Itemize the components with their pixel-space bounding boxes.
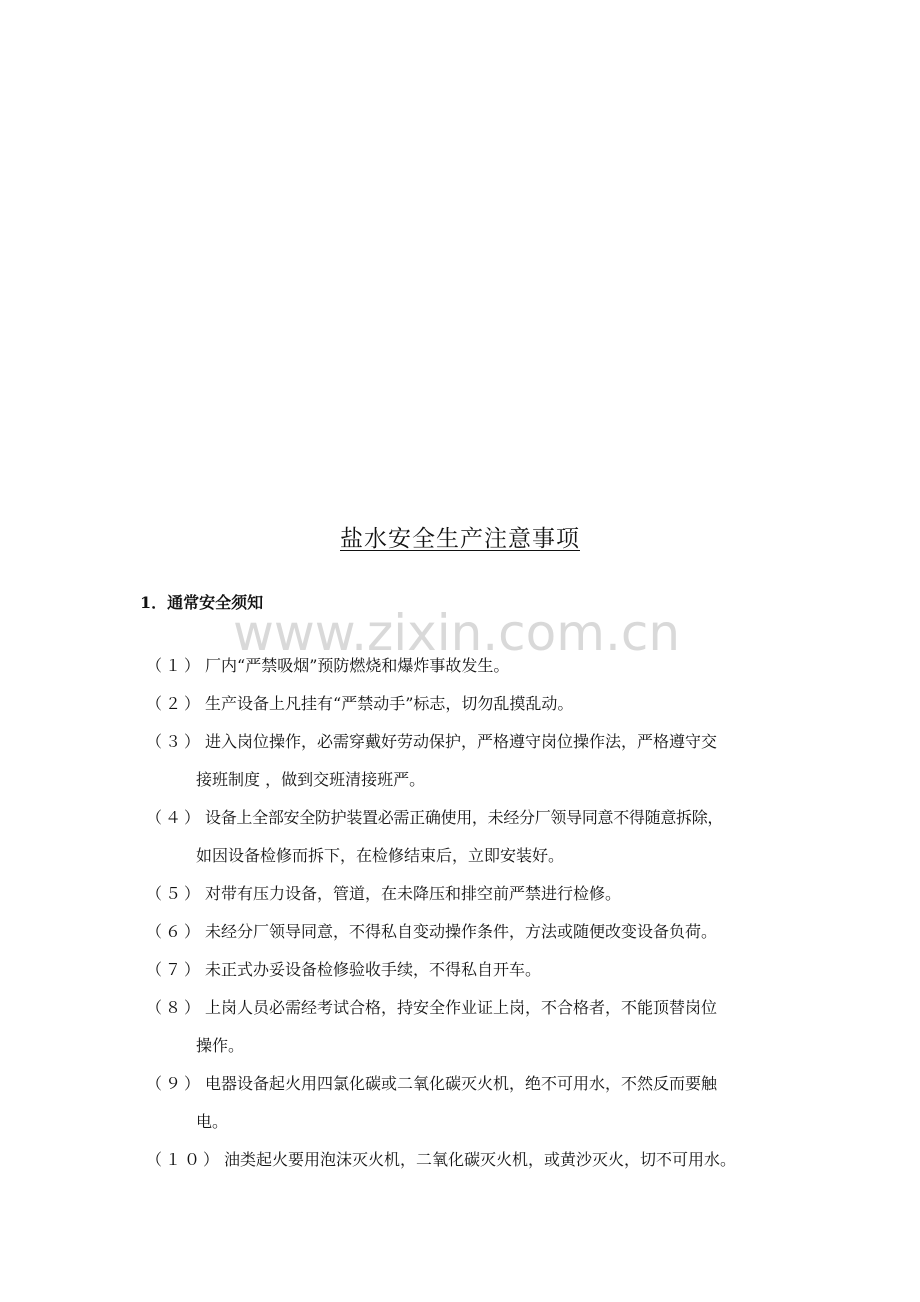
rule-line: 生产设备上凡挂有“严禁动手”标志，切勿乱摸乱动。 [205, 694, 574, 713]
rule-line: 上岗人员必需经考试合格，持安全作业证上岗，不合格者，不能顶替岗位 [205, 998, 718, 1017]
rule-line: 未经分厂领导同意，不得私自变动操作条件，方法或随便改变设备负荷。 [205, 922, 718, 941]
rule-number: （２） [146, 694, 204, 713]
rule-text [205, 951, 796, 989]
rule-number: （５） [146, 884, 204, 903]
rule-item-4 [146, 799, 796, 875]
rule-number: （７） [146, 960, 204, 979]
rule-number: （１） [146, 656, 204, 675]
rule-line: 油类起火要用泡沫灭火机，二氧化碳灭火机，或黄沙灭火，切不可用水。 [224, 1150, 737, 1169]
rule-number: （８） [146, 998, 204, 1017]
safety-rules-list [146, 647, 796, 1179]
rule-item-10 [146, 1141, 796, 1179]
rule-item-8 [146, 989, 796, 1065]
rule-item-3 [146, 723, 796, 799]
rule-text [205, 685, 796, 723]
rule-item-5 [146, 875, 796, 913]
rule-number: （６） [146, 922, 204, 941]
rule-line: 对带有压力设备，管道，在未降压和排空前严禁进行检修。 [205, 884, 622, 903]
rule-item-7 [146, 951, 796, 989]
rule-line: 进入岗位操作，必需穿戴好劳动保护，严格遵守岗位操作法，严格遵守交 [205, 732, 718, 751]
rule-line-continued: 操作。 [196, 1036, 245, 1055]
rule-text [205, 913, 796, 951]
rule-text [224, 1141, 796, 1179]
rule-line-continued: 如因设备检修而拆下，在检修结束后，立即安装好。 [196, 846, 565, 865]
rule-item-6 [146, 913, 796, 951]
rule-item-1 [146, 647, 796, 685]
rule-line: 设备上全部安全防护装置必需正确使用，未经分厂领导同意不得随意拆除， [205, 808, 724, 827]
rule-text [205, 875, 796, 913]
rule-line-continued: 电。 [196, 1112, 229, 1131]
rule-line-continued: 接班制度 ，做到交班清接班严。 [196, 770, 426, 789]
document-title: 盐水安全生产注意事项 [340, 526, 580, 552]
rule-number: （４） [146, 808, 204, 827]
section-heading: 1．通常安全须知 [140, 593, 264, 612]
watermark: www.zixin.com.cn [233, 604, 681, 662]
rule-text [205, 647, 796, 685]
rule-item-9 [146, 1065, 796, 1141]
rule-number: （３） [146, 732, 204, 751]
rule-line: 电器设备起火用四氯化碳或二氧化碳灭火机，绝不可用水，不然反而要触 [205, 1074, 718, 1093]
rule-line: 厂内“严禁吸烟”预防燃烧和爆炸事故发生。 [205, 656, 510, 675]
rule-line: 未正式办妥设备检修验收手续，不得私自开车。 [205, 960, 542, 979]
rule-number: （９） [146, 1074, 204, 1093]
rule-number: （１０） [146, 1150, 223, 1169]
rule-item-2 [146, 685, 796, 723]
